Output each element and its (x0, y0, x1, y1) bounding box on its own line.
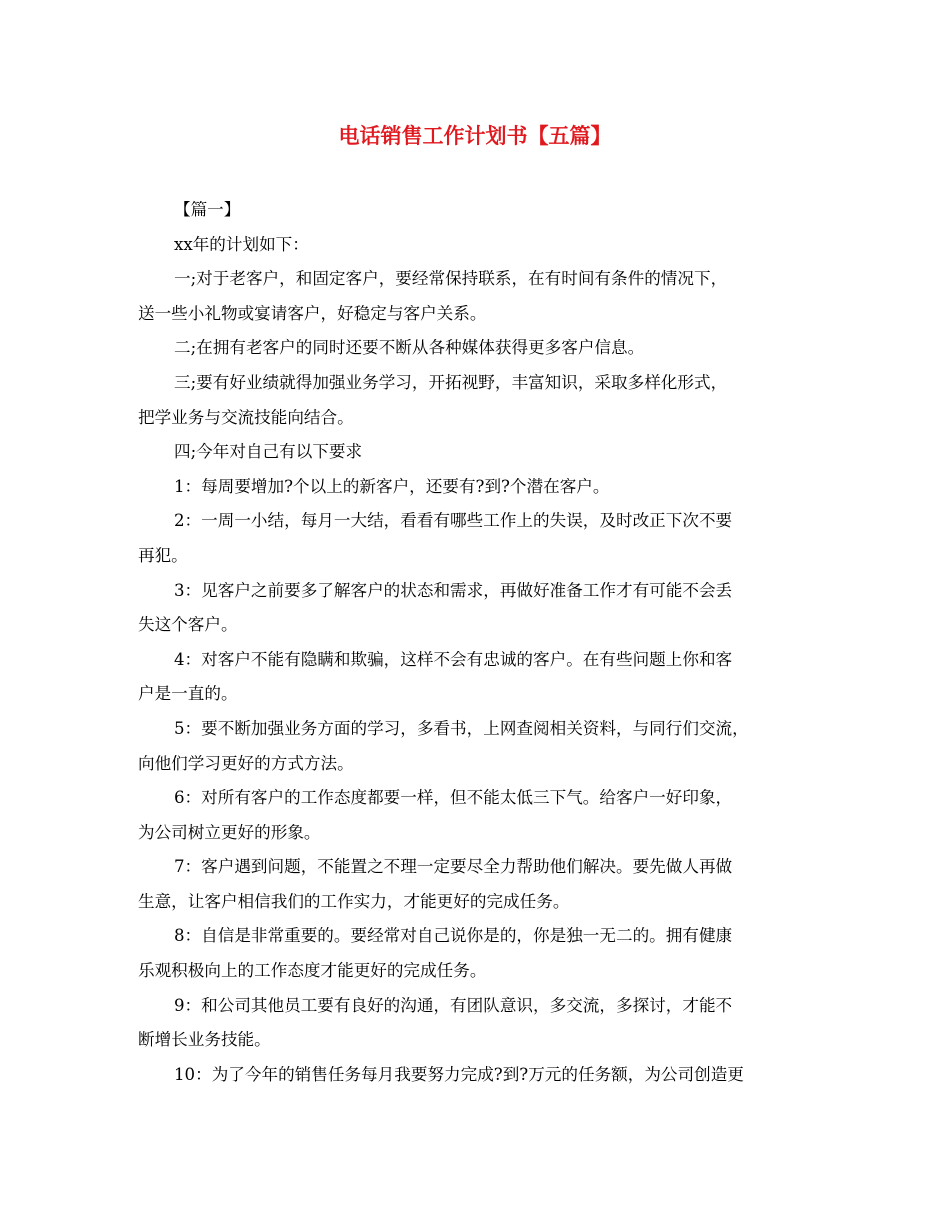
text-line: 9：和公司其他员工要有良好的沟通，有团队意识，多交流，多探讨，才能不 (174, 995, 733, 1015)
text-line: 乐观积极向上的工作态度才能更好的完成任务。 (138, 961, 487, 981)
text-line: 四;今年对自己有以下要求 (174, 442, 363, 462)
text-line: 8：自信是非常重要的。要经常对自己说你是的，你是独一无二的。拥有健康 (174, 926, 733, 946)
document-body (138, 193, 814, 1092)
text-line: 三;要有好业绩就得加强业务学习，开拓视野，丰富知识，采取多样化形式， (174, 372, 728, 392)
text-line: 3：见客户之前要多了解客户的状态和需求，再做好准备工作才有可能不会丢 (174, 580, 733, 600)
text-line: 向他们学习更好的方式方法。 (138, 753, 354, 773)
text-line: 断增长业务技能。 (138, 1030, 271, 1050)
text-line: 4：对客户不能有隐瞒和欺骗，这样不会有忠诚的客户。在有些问题上你和客 (174, 649, 733, 669)
text-line: xx年的计划如下： (174, 234, 309, 254)
text-line: 二;在拥有老客户的同时还要不断从各种媒体获得更多客户信息。 (174, 338, 645, 358)
text-line: 失这个客户。 (138, 615, 238, 635)
document-title: 电话销售工作计划书【五篇】 (338, 124, 612, 148)
text-line: 【篇一】 (174, 200, 241, 219)
text-line: 5：要不断加强业务方面的学习，多看书，上网查阅相关资料，与同行们交流， (174, 718, 749, 738)
text-line: 把学业务与交流技能向结合。 (138, 407, 354, 427)
text-line: 生意，让客户相信我们的工作实力，才能更好的完成任务。 (138, 891, 570, 911)
text-line: 7：客户遇到问题，不能置之不理一定要尽全力帮助他们解决。要先做人再做 (174, 857, 733, 877)
text-line: 为公司树立更好的形象。 (138, 822, 321, 842)
text-line: 1：每周要增加?个以上的新客户，还要有?到?个潜在客户。 (174, 476, 610, 496)
text-line: 10：为了今年的销售任务每月我要努力完成?到?万元的任务额，为公司创造更 (174, 1064, 744, 1084)
text-line: 6：对所有客户的工作态度都要一样，但不能太低三下气。给客户一好印象， (174, 788, 733, 808)
text-line: 一;对于老客户，和固定客户，要经常保持联系，在有时间有条件的情况下， (174, 269, 728, 289)
text-line: 2：一周一小结，每月一大结，看看有哪些工作上的失误，及时改正下次不要 (174, 511, 733, 531)
text-line: 送一些小礼物或宴请客户，好稳定与客户关系。 (138, 303, 487, 323)
text-line: 再犯。 (138, 545, 188, 565)
text-line: 户是一直的。 (138, 684, 238, 704)
